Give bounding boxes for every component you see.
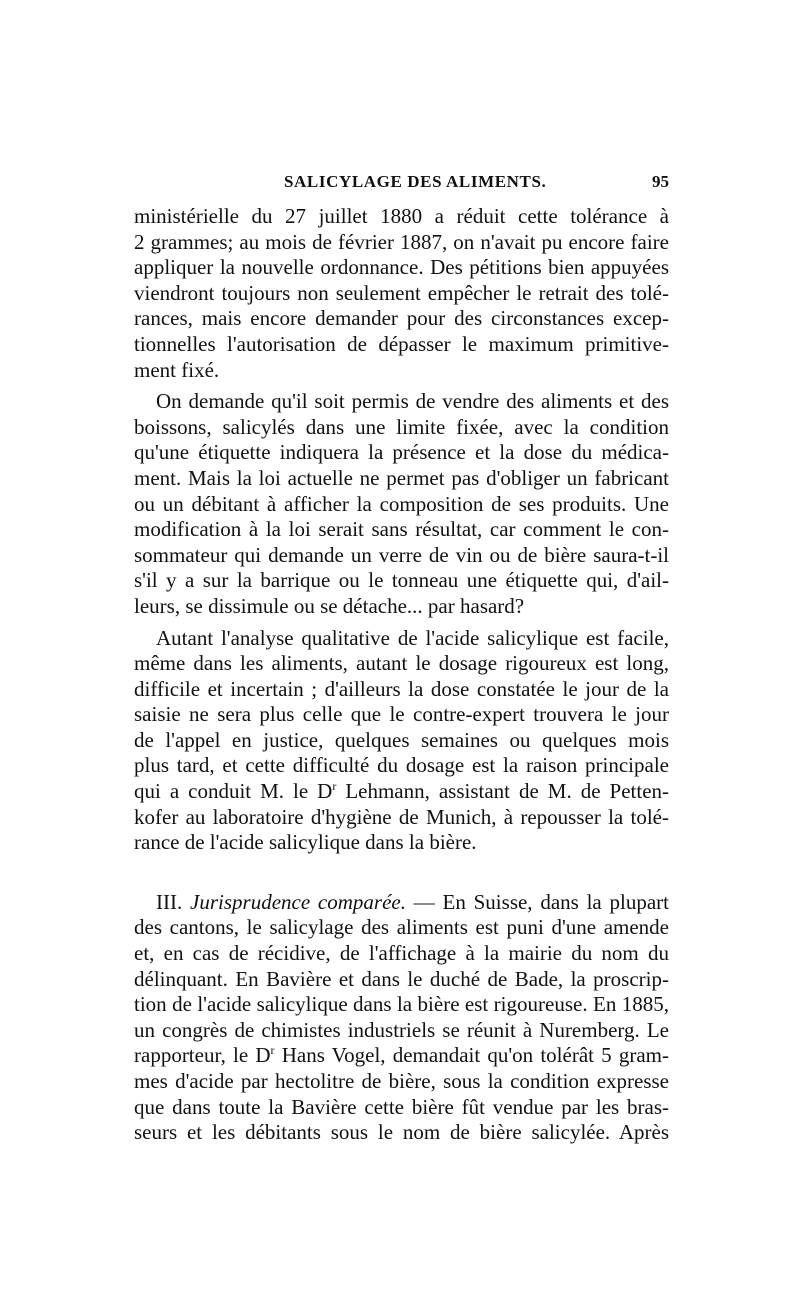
text-segment: — En Suisse, dans la plupart [405,889,669,914]
text-line: et, en cas de récidive, de l'affichage à la mairie du nom du [134,941,669,966]
superscript: r [270,1043,275,1058]
text-segment: Lehmann, assistant de M. de Petten- [336,779,669,804]
section-jurisprudence [134,890,669,1146]
text-line: des cantons, le salicylage des aliments est puni d'une amende [134,915,669,940]
page-header [134,172,669,200]
text-line: même dans les aliments, autant le dosage rigoureux est long, [134,651,669,676]
text-line: rances, mais encore demander pour des circonstances excep- [134,306,669,331]
text-line: saisie ne sera plus celle que le contre-expert trouvera le jour [134,702,669,727]
page-number: 95 [652,172,669,191]
section-title: Jurisprudence comparée. [190,889,406,914]
text-line: seurs et les débitants sous le nom de bière salicylée. Après [134,1120,669,1145]
paragraph [134,626,669,856]
text-line: difficile et incertain ; d'ailleurs la dose constatée le jour de la [134,676,669,701]
text-line: leurs, se dissimule ou se détache... par hasard? [134,593,525,618]
text-line: sommateur qui demande un verre de vin ou de bière saura-t-il [134,542,669,567]
text-line: un congrès de chimistes industriels se réunit à Nuremberg. Le [134,1017,669,1042]
text-line [134,779,669,805]
text-segment: Hans Vogel, demandait qu'on tolérât 5 gram- [274,1043,669,1068]
text-line: mes d'acide par hectolitre de bière, sous la condition expresse [134,1069,669,1093]
text-line: qu'une étiquette indiquera la présence et la dose du médica- [134,440,669,465]
text-line: délinquant. En Bavière et dans le duché de Bade, la proscrip- [134,966,669,991]
text-line: boissons, salicylés dans une limite fixée, avec la condition [134,414,669,439]
paragraph [134,204,669,383]
text-segment: qui a conduit M. le D [134,779,333,804]
text-line: ment. Mais la loi actuelle ne permet pas d'obliger un fabricant [134,465,669,490]
section-number: III. [156,889,183,914]
text-line: kofer au laboratoire d'hygiène de Munich, à repousser la tolé- [134,804,669,829]
text-line: modification à la loi serait sans résultat, car comment le con- [134,517,669,542]
text-line: ment fixé. [134,357,220,382]
text-line: On demande qu'il soit permis de vendre des aliments et des [156,389,669,414]
running-head: SALICYLAGE DES ALIMENTS. [284,172,547,191]
body-text [134,204,669,1146]
text-segment: rapporteur, le D [134,1043,271,1068]
text-line [134,1043,669,1069]
text-line: que dans toute la Bavière cette bière fût vendue par les bras- [134,1094,669,1119]
text-line: appliquer la nouvelle ordonnance. Des pétitions bien appuyées [134,255,669,280]
paragraph [134,389,669,619]
text-line: tion de l'acide salicylique dans la bière est rigoureuse. En 1885, [134,992,669,1017]
text-line: plus tard, et cette difficulté du dosage est la raison principale [134,753,669,778]
text-line: rance de l'acide salicylique dans la bière. [134,830,477,855]
superscript: r [332,779,337,794]
text-line: ministérielle du 27 juillet 1880 a réduit cette tolérance à [134,204,669,228]
text-line: viendront toujours non seulement empêcher le retrait des tolé- [134,280,669,305]
text-line: ou un débitant à afficher la composition de ses produits. Une [134,491,669,516]
section-heading-line [134,890,669,916]
text-line: de l'appel en justice, quelques semaines ou quelques mois [134,727,669,752]
text-line: tionnelles l'autorisation de dépasser le maximum primitive- [134,331,669,356]
text-line: Autant l'analyse qualitative de l'acide salicylique est facile, [156,625,669,650]
text-line: 2 grammes; au mois de février 1887, on n'avait pu encore faire [134,229,669,254]
text-line: s'il y a sur la barrique ou le tonneau une étiquette qui, d'ail- [134,568,669,593]
